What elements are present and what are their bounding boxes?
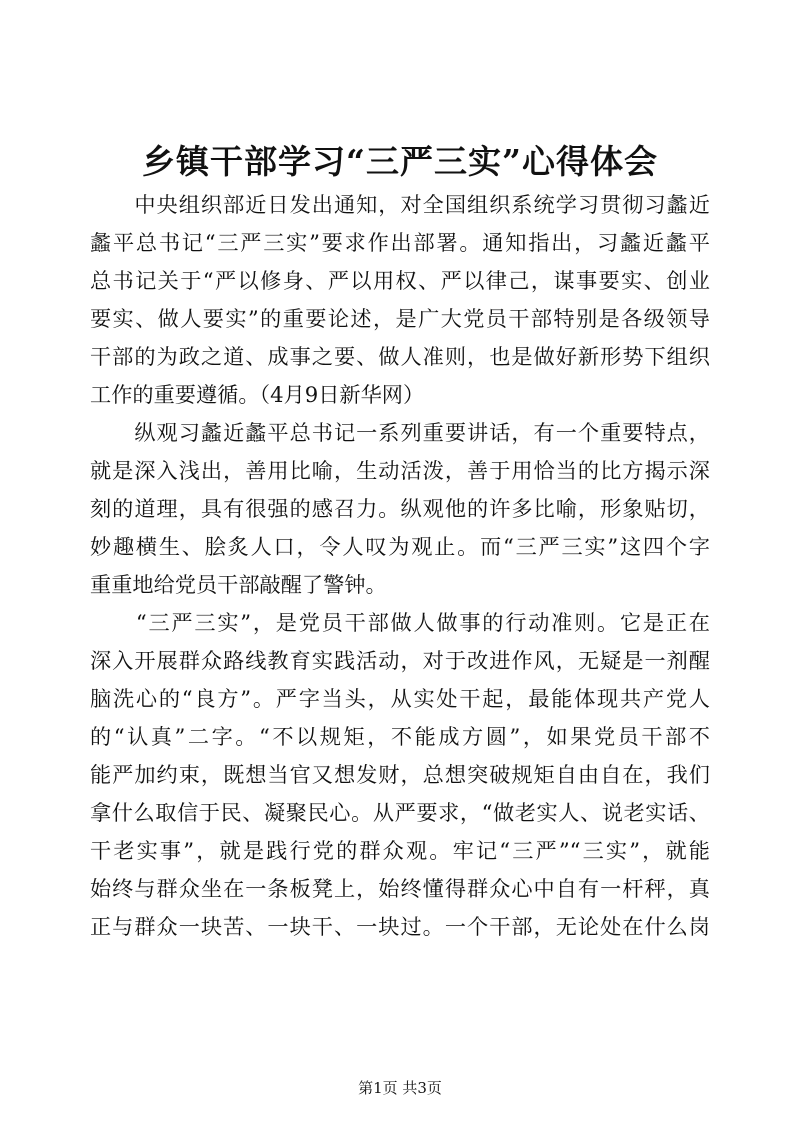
body-line: 就是深入浅出，善用比喻，生动活泼，善于用恰当的比方揭示深 — [90, 458, 710, 483]
body-line: 工作的重要遵循。（4月9日新华网） — [90, 382, 425, 407]
body-line: 纵观习蠡近蠡平总书记一系列重要讲话，有一个重要特点， — [90, 420, 710, 445]
body-line: 重重地给党员干部敲醒了警钟。 — [90, 572, 387, 597]
page-footer: 第1页 共3页 — [358, 1079, 442, 1097]
body-line: 妙趣横生、脍炙人口，令人叹为观止。而“三严三实”这四个字 — [90, 534, 710, 559]
body-line: 脑洗心的“良方”。严字当头，从实处干起，最能体现共产党人 — [90, 686, 710, 711]
body-line: 刻的道理，具有很强的感召力。纵观他的许多比喻，形象贴切， — [90, 496, 710, 521]
body-line: 能严加约束，既想当官又想发财，总想突破规矩自由自在，我们 — [90, 762, 710, 787]
body-line: 始终与群众坐在一条板凳上，始终懂得群众心中自有一杆秤，真 — [90, 876, 710, 901]
body-line: 要实、做人要实”的重要论述，是广大党员干部特别是各级领导 — [90, 306, 710, 331]
body-line: “三严三实”，是党员干部做人做事的行动准则。它是正在 — [90, 610, 710, 635]
body-line: 干老实事”，就是践行党的群众观。牢记“三严”“三实”，就能 — [90, 838, 710, 863]
body-line: 干部的为政之道、成事之要、做人准则，也是做好新形势下组织 — [90, 344, 710, 369]
body-line: 总书记关于“严以修身、严以用权、严以律己，谋事要实、创业 — [90, 268, 710, 293]
document-body — [90, 186, 710, 946]
document-title: 乡镇干部学习“三严三实”心得体会 — [142, 142, 658, 181]
body-line: 深入开展群众路线教育实践活动，对于改进作风，无疑是一剂醒 — [90, 648, 710, 673]
body-line: 蠡平总书记“三严三实”要求作出部署。通知指出，习蠡近蠡平 — [90, 230, 710, 255]
body-line: 中央组织部近日发出通知，对全国组织系统学习贯彻习蠡近 — [90, 192, 710, 217]
body-line: 的“认真”二字。“不以规矩，不能成方圆”，如果党员干部不 — [90, 724, 710, 749]
body-line: 正与群众一块苦、一块干、一块过。一个干部，无论处在什么岗 — [90, 914, 710, 939]
body-line: 拿什么取信于民、凝聚民心。从严要求，“做老实人、说老实话、 — [90, 800, 710, 825]
